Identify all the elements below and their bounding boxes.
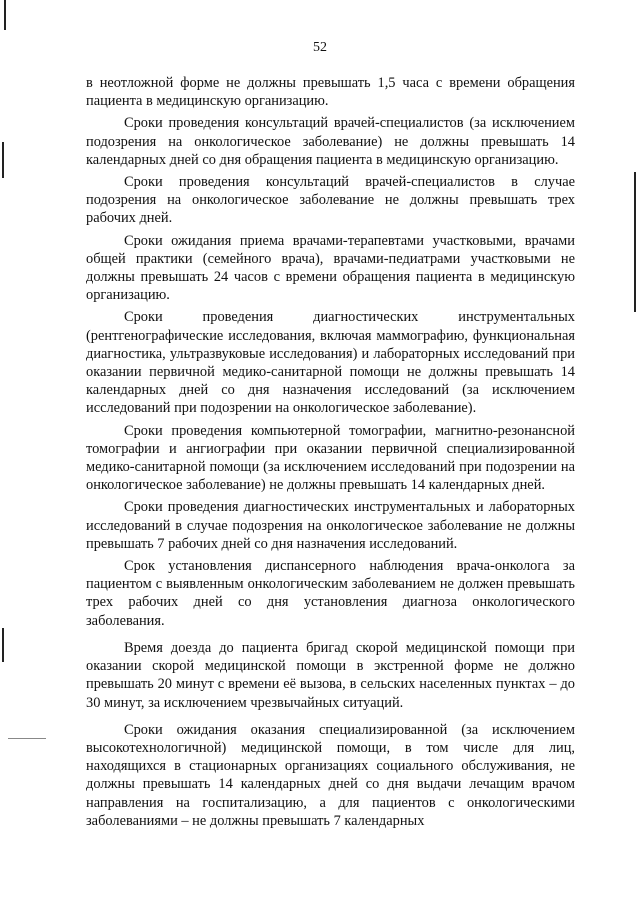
paragraph-specialist-consultation: Сроки проведения консультаций врачей-специалистов (за исключением подозрения на онкологическое заболевание) не должны превышать 14 календарных дней со дня обращения пациента в медицинскую организацию. [86, 115, 575, 168]
scan-edge-mark-left-dash [8, 738, 46, 739]
paragraph-specialized-care: Сроки ожидания оказания специализированной (за исключением высокотехнологичной) медицинской помощи, в том числе для лиц, находящихся в стационарных организациях социального обслуживания, не должны превышать 14 календарных дней со дня выдачи лечащим врачом направления на госпитализацию, а для пациентов с онкологическими заболеваниями – не должны превышать 7 календарных [86, 721, 575, 829]
paragraph-diagnostic-tests: Сроки проведения диагностических инструментальных (рентгенографические исследования, включая маммографию, функциональная диагностика, ультразвуковые исследования) и лабораторных исследований при оказании первичной медико-санитарной помощи не должны превышать 14 календарных дней со дня назначения исследований (за исключением исследований при подозрении на онкологическое заболевание). [86, 309, 575, 417]
paragraph-therapist-waiting: Сроки ожидания приема врачами-терапевтами участковыми, врачами общей практики (семейного врача), врачами-педиатрами участковыми не должны превышать 24 часов с времени обращения пациента в медицинскую организацию. [86, 232, 575, 304]
scan-edge-mark-left-top [4, 0, 6, 30]
paragraph-oncology-consultation: Сроки проведения консультаций врачей-специалистов в случае подозрения на онкологическое заболевание не должны превышать трех рабочих дней. [86, 174, 575, 227]
paragraph-ambulance-arrival: Время доезда до пациента бригад скорой медицинской помощи при оказании скорой медицинской помощи в экстренной форме не должно превышать 20 минут с времени её вызова, в сельских населенных пунктах – до 30 минут, за исключением чрезвычайных ситуаций. [86, 639, 575, 711]
document-body [86, 74, 575, 830]
paragraph-emergency-continuation: в неотложной форме не должны превышать 1,5 часа с времени обращения пациента в медицинскую организацию. [86, 75, 575, 110]
scan-edge-mark-right [634, 172, 636, 312]
page-number: 52 [313, 40, 327, 55]
paragraph-oncology-diagnostics: Сроки проведения диагностических инструментальных и лабораторных исследований в случае подозрения на онкологическое заболевание не должны превышать 7 рабочих дней со дня назначения исследований. [86, 499, 575, 552]
scan-edge-mark-left-low [2, 628, 4, 662]
paragraph-oncologist-observation: Срок установления диспансерного наблюдения врача-онколога за пациентом с выявленным онкологическим заболеванием не должен превышать трех рабочих дней со дня установления диагноза онкологического заболевания. [86, 558, 575, 629]
scan-edge-mark-left-mid [2, 142, 4, 178]
paragraph-ct-mri: Сроки проведения компьютерной томографии, магнитно-резонансной томографии и ангиографии при оказании первичной специализированной медико-санитарной помощи (за исключением исследований при подозрении на онкологическое заболевание) не должны превышать 14 календарных дней. [86, 422, 575, 494]
